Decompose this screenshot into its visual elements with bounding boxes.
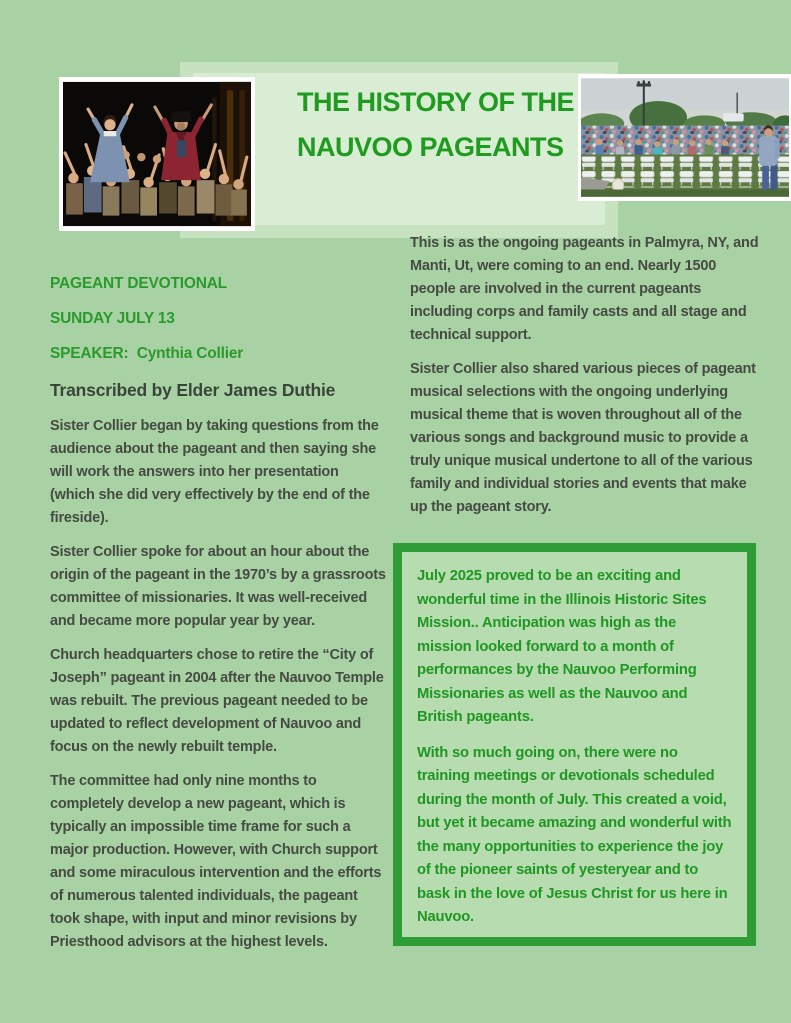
left-paragraph-4: The committee had only nine months to completely develop a new pageant, which is typically an impossible time frame for such a major production. However, with Church support and some miraculous intervention and the efforts of numerous talented individuals, the pageant took shape, with input and minor revisions by Priesthood advisors at the highest levels. [50,773,382,950]
event-heading: PAGEANT DEVOTIONAL [50,275,227,292]
audience-photo-art [581,77,789,198]
left-column [50,275,386,965]
page-title [297,80,574,170]
transcriber-heading: Transcribed by Elder James Duthie [50,380,336,400]
page-title-line1: THE HISTORY OF THE [297,87,575,117]
left-paragraph-3: Church headquarters chose to retire the “City of Joseph” pageant in 2004 after the Nauvoo Temple was rebuilt. The previous pageant needed to be updated to reflect development of Nauvoo and focus on the newly rebuilt temple. [50,647,384,755]
page-title-line2: NAUVOO PAGEANTS [297,132,564,162]
performers-photo-art [63,81,251,227]
right-paragraph-2: Sister Collier also shared various pieces of pageant musical selections with the ongoing underlying musical theme that is woven throughout all of the various songs and background music to provide a truly unique musical undertone to all of the various family and individual stories and events that make up the pageant story. [410,361,756,515]
highlight-paragraph-1: July 2025 proved to be an exciting and wonderful time in the Illinois Historic Sites Mission.. Anticipation was high as the mission looked forward to a month of performances by the Nauvoo Performing Missionaries as well as the Nauvoo and British pageants. [417,568,707,725]
left-paragraph-1: Sister Collier began by taking questions from the audience about the pageant and then saying she will work the answers into her presentation (which she did very effectively by the end of the fireside). [50,418,379,526]
right-column [410,232,762,530]
highlight-paragraph-2: With so much going on, there were no training meetings or devotionals scheduled during the month of July. This created a void, but yet it became amazing and wonderful with the many opportunities to experience the joy of the pioneer saints of yesteryear and to bask in the love of Jesus Christ for us here in Nauvoo. [417,744,732,925]
speaker-heading: SPEAKER: Cynthia Collier [50,345,244,362]
performers-photo [59,77,255,231]
july-highlight-box [393,543,756,946]
left-paragraph-2: Sister Collier spoke for about an hour about the origin of the pageant in the 1970’s by a grassroots committee of missionaries. It was well-received and became more popular year by year. [50,544,386,629]
audience-photo [578,74,791,201]
date-heading: SUNDAY JULY 13 [50,310,175,327]
right-paragraph-1: This is as the ongoing pageants in Palmyra, NY, and Manti, Ut, were coming to an end. Nearly 1500 people are involved in the current pageants including corps and family casts and all stage and technical support. [410,235,759,343]
